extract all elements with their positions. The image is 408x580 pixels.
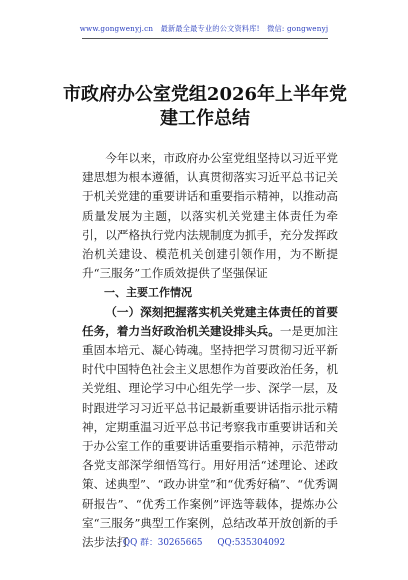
item-1-lead: （一）深刻把握落实机关党建主体责任的首要任务，着力当好政治机关建设排头兵。	[82, 304, 338, 338]
header-banner: www.gongwenyj.cn 最新最全最专业的公文资料库! 微信: gongwenyj	[79, 24, 329, 33]
footer-qq: QQ:535304092	[217, 538, 286, 548]
document-title: 市政府办公室党组2026年上半年党建工作总结	[62, 84, 348, 129]
footer-contact	[0, 535, 408, 548]
item-1-text: 一是更加注重固本培元、凝心铸魂。坚持把学习贯彻习近平新时代中国特色社会主义思想作为首要政治任务，机关党组、理论学习中心组先学一步、深学一层，及时跟进学习习近平总书记最新重要讲话指示批示精神，定期重温习近平总书记考察我市重要讲话和关于办公室工作的重要讲话重要指示精神，示范带动各党支部深学细悟笃行。用好用活“述理论、述政策、述典型”、“政办讲堂”和“优秀好稿”、“优秀调研报告”、“优秀工作案例”评选等载体，提炼办公室“三服务”典型工作案例，总结改革开放创新的手法步法打	[82, 323, 338, 550]
item-1-paragraph	[82, 303, 338, 553]
section-heading: 一、主要工作情况	[104, 286, 192, 300]
document-body	[82, 149, 338, 552]
header-divider	[82, 38, 328, 39]
footer-qq-group: QQ 群：30265665	[122, 538, 203, 548]
intro-paragraph: 今年以来，市政府办公室党组坚持以习近平党建思想为根本遵循，认真贯彻落实习近平总书记关于机关党建的重要讲话和重要指示精神，以推动高质量发展为主题，以落实机关党建主体责任为牵引，以严格执行党内法规制度为抓手，充分发挥政治机关建设、模范机关创建引领作用，为不断提升“三服务”工作质效提供了坚强保证	[82, 151, 338, 281]
